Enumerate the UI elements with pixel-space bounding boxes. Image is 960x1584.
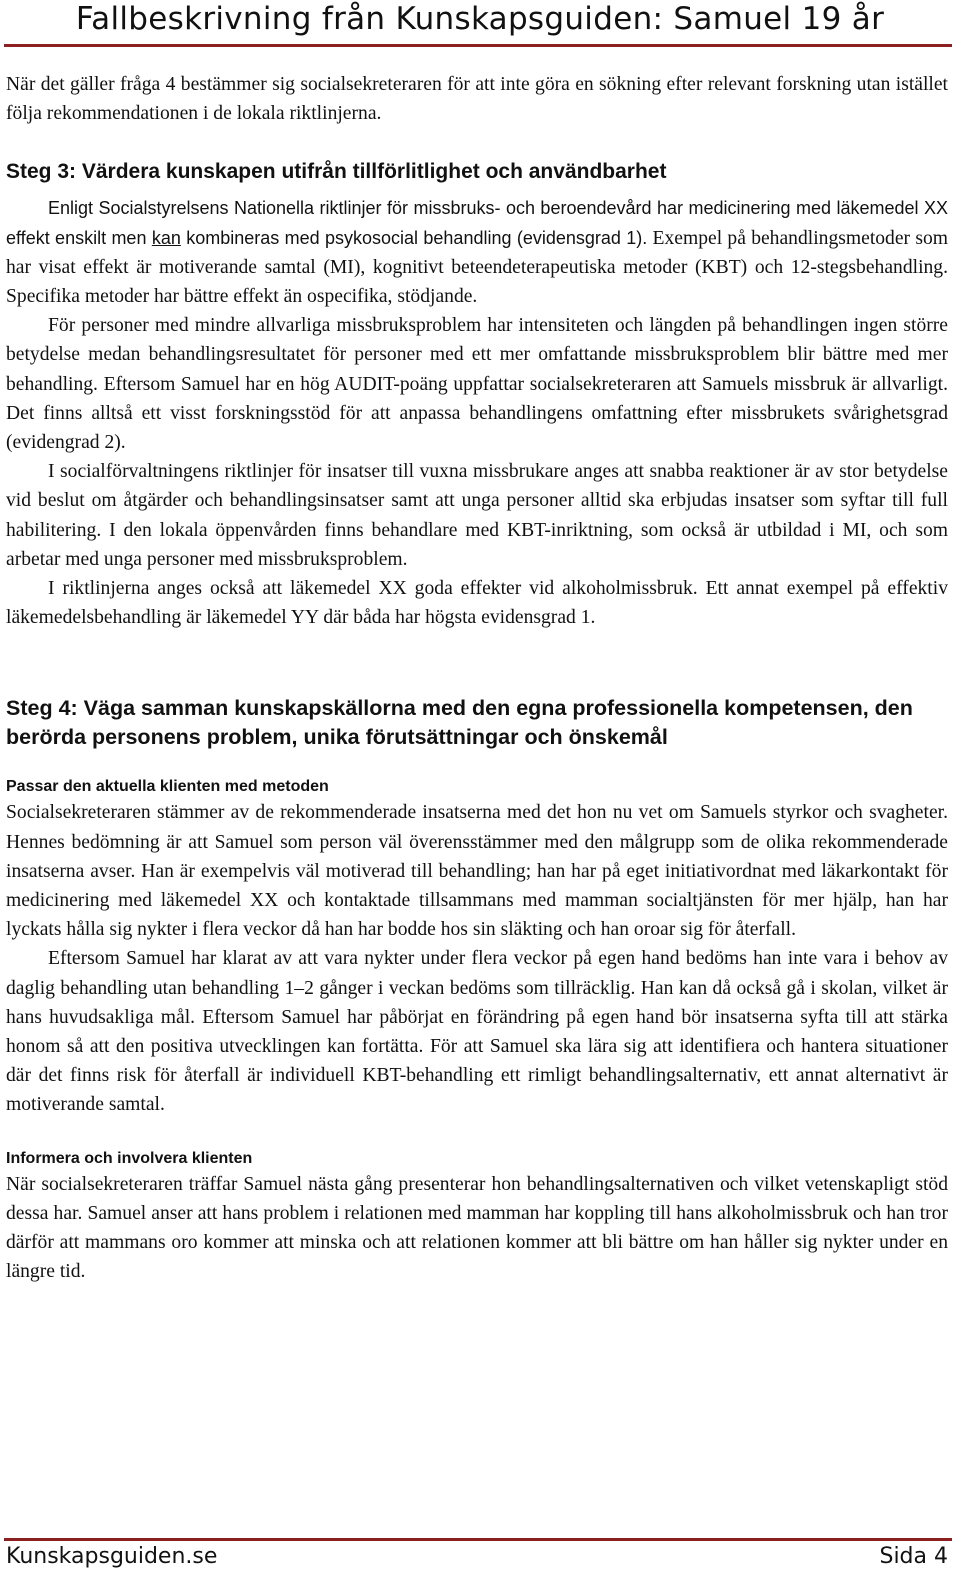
footer-site-link[interactable]: Kunskapsguiden.se	[6, 1544, 218, 1569]
step3-paragraph-4: I riktlinjerna anges också att läkemedel XX goda effekter vid alkoholmissbruk. Ett annat exempel på effektiv läkemedelsbehandling är läkemedel YY där båda har högsta evidensgrad 1.	[6, 578, 948, 629]
subheading-client-fit: Passar den aktuella klienten med metoden	[6, 778, 329, 796]
document-body	[6, 70, 948, 1287]
step3-p1-text-start: Enligt Socialstyrelsens Nationella riktlinjer för missbruks- och beroendevård har medicinering med läkemedel XX effekt enskilt men	[6, 198, 948, 248]
step4-paragraph-3: När socialsekreteraren träffar Samuel nästa gång presenterar hon behandlingsalternativen och vilket vetenskapligt stöd dessa har. Samuel anser att hans problem i relationen med mamman har koppling till hans alkoholmissbruk och han tror därför att mammans oro kommer att minska och att relationen kommer att bli bättre om han håller sig nykter under en längre tid.	[6, 1173, 948, 1283]
page-number: Sida 4	[879, 1544, 948, 1569]
underlined-word: kan	[151, 227, 181, 248]
step4-paragraph-1: Socialsekreteraren stämmer av de rekommenderade insatserna med det hon nu vet om Samuels styrkor och svagheter. Hennes bedömning är att Samuel som person väl överensstämmer med den målgrupp som de olika rekommenderade insatserna avser. Han är exempelvis väl motiverad till behandling; han har på eget initiativordnat med läkarkontakt för medicinering med läkemedel XX och kontaktade tillsammans med mamman socialtjänsten för mer hjälp, han har lyckats hålla sig nykter i flera veckor då han har bodde hos sin släkting och han oroar sig för återfall.	[6, 802, 948, 941]
intro-paragraph: När det gäller fråga 4 bestämmer sig socialsekreteraren för att inte göra en sökning efter relevant forskning utan istället följa rekommendationen i de lokala riktlinjerna.	[6, 74, 948, 125]
step3-p1-text-end: kombineras med psykosocial behandling (evidensgrad 1).	[180, 227, 648, 248]
subheading-inform-client: Informera och involvera klienten	[6, 1149, 253, 1167]
page-header-title: Fallbeskrivning från Kunskapsguiden: Samuel 19 år	[75, 1, 885, 37]
step3-paragraph-2: För personer med mindre allvarliga missbruksproblem har intensiteten och längden på behandlingen ingen större betydelse medan behandlingsresultatet för personer med ett mer omfattande missbruksproblem blir bättre med mer behandling. Eftersom Samuel har en hög AUDIT-poäng uppfattar socialsekreteraren att Samuels missbruk är allvarligt. Det finns alltså ett visst forskningsstöd för att anpassa behandlingens omfattning efter missbrukets svårighetsgrad (evidengrad 2).	[6, 315, 948, 454]
step4-paragraph-2: Eftersom Samuel har klarat av att vara nykter under flera veckor på egen hand bedöms han inte vara i behov av daglig behandling utan behandling 1–2 gånger i veckan bedöms som tillräcklig. Han kan då också gå i skolan, vilket är hans huvudsakliga mål. Eftersom Samuel har påbörjat en förändring på egen hand bör insatserna syfta till att stärka honom så att den positiva utvecklingen kan fortätta. För att Samuel ska lära sig att identifiera och hantera situationer där det finns risk för återfall är individuell KBT-behandling ett rimligt behandlingsalternativ, ett annat alternativt är motiverande samtal.	[6, 948, 948, 1116]
step4-heading: Steg 4: Väga samman kunskapskällorna med den egna professionella kompetensen, den berörda personens problem, unika förutsättningar och önskemål	[6, 696, 913, 750]
step3-heading: Steg 3: Värdera kunskapen utifrån tillförlitlighet och användbarhet	[6, 160, 667, 184]
step3-paragraph-1	[6, 194, 948, 311]
step3-paragraph-3: I socialförvaltningens riktlinjer för insatser till vuxna missbrukare anges att snabba reaktioner är av stor betydelse vid beslut om åtgärder och behandlingsinsatser samt att unga personer alltid ska erbjudas insatser som syftar till full habilitering. I den lokala öppenvården finns behandlare med KBT-inriktning, som också är utbildad i MI, och som arbetar med unga personer med missbruksproblem.	[6, 461, 948, 570]
footer-rule	[4, 1538, 952, 1541]
step3-p1-serif-continuation: Exempel på behandlingsmetoder som har visat effekt är motiverande samtal (MI), kognitivt beteendeterapeutiska metoder (KBT) och 12-stegsbehandling. Specifika metoder har bättre effekt än ospecifika, stödjande.	[6, 227, 948, 308]
header-rule	[4, 44, 952, 47]
